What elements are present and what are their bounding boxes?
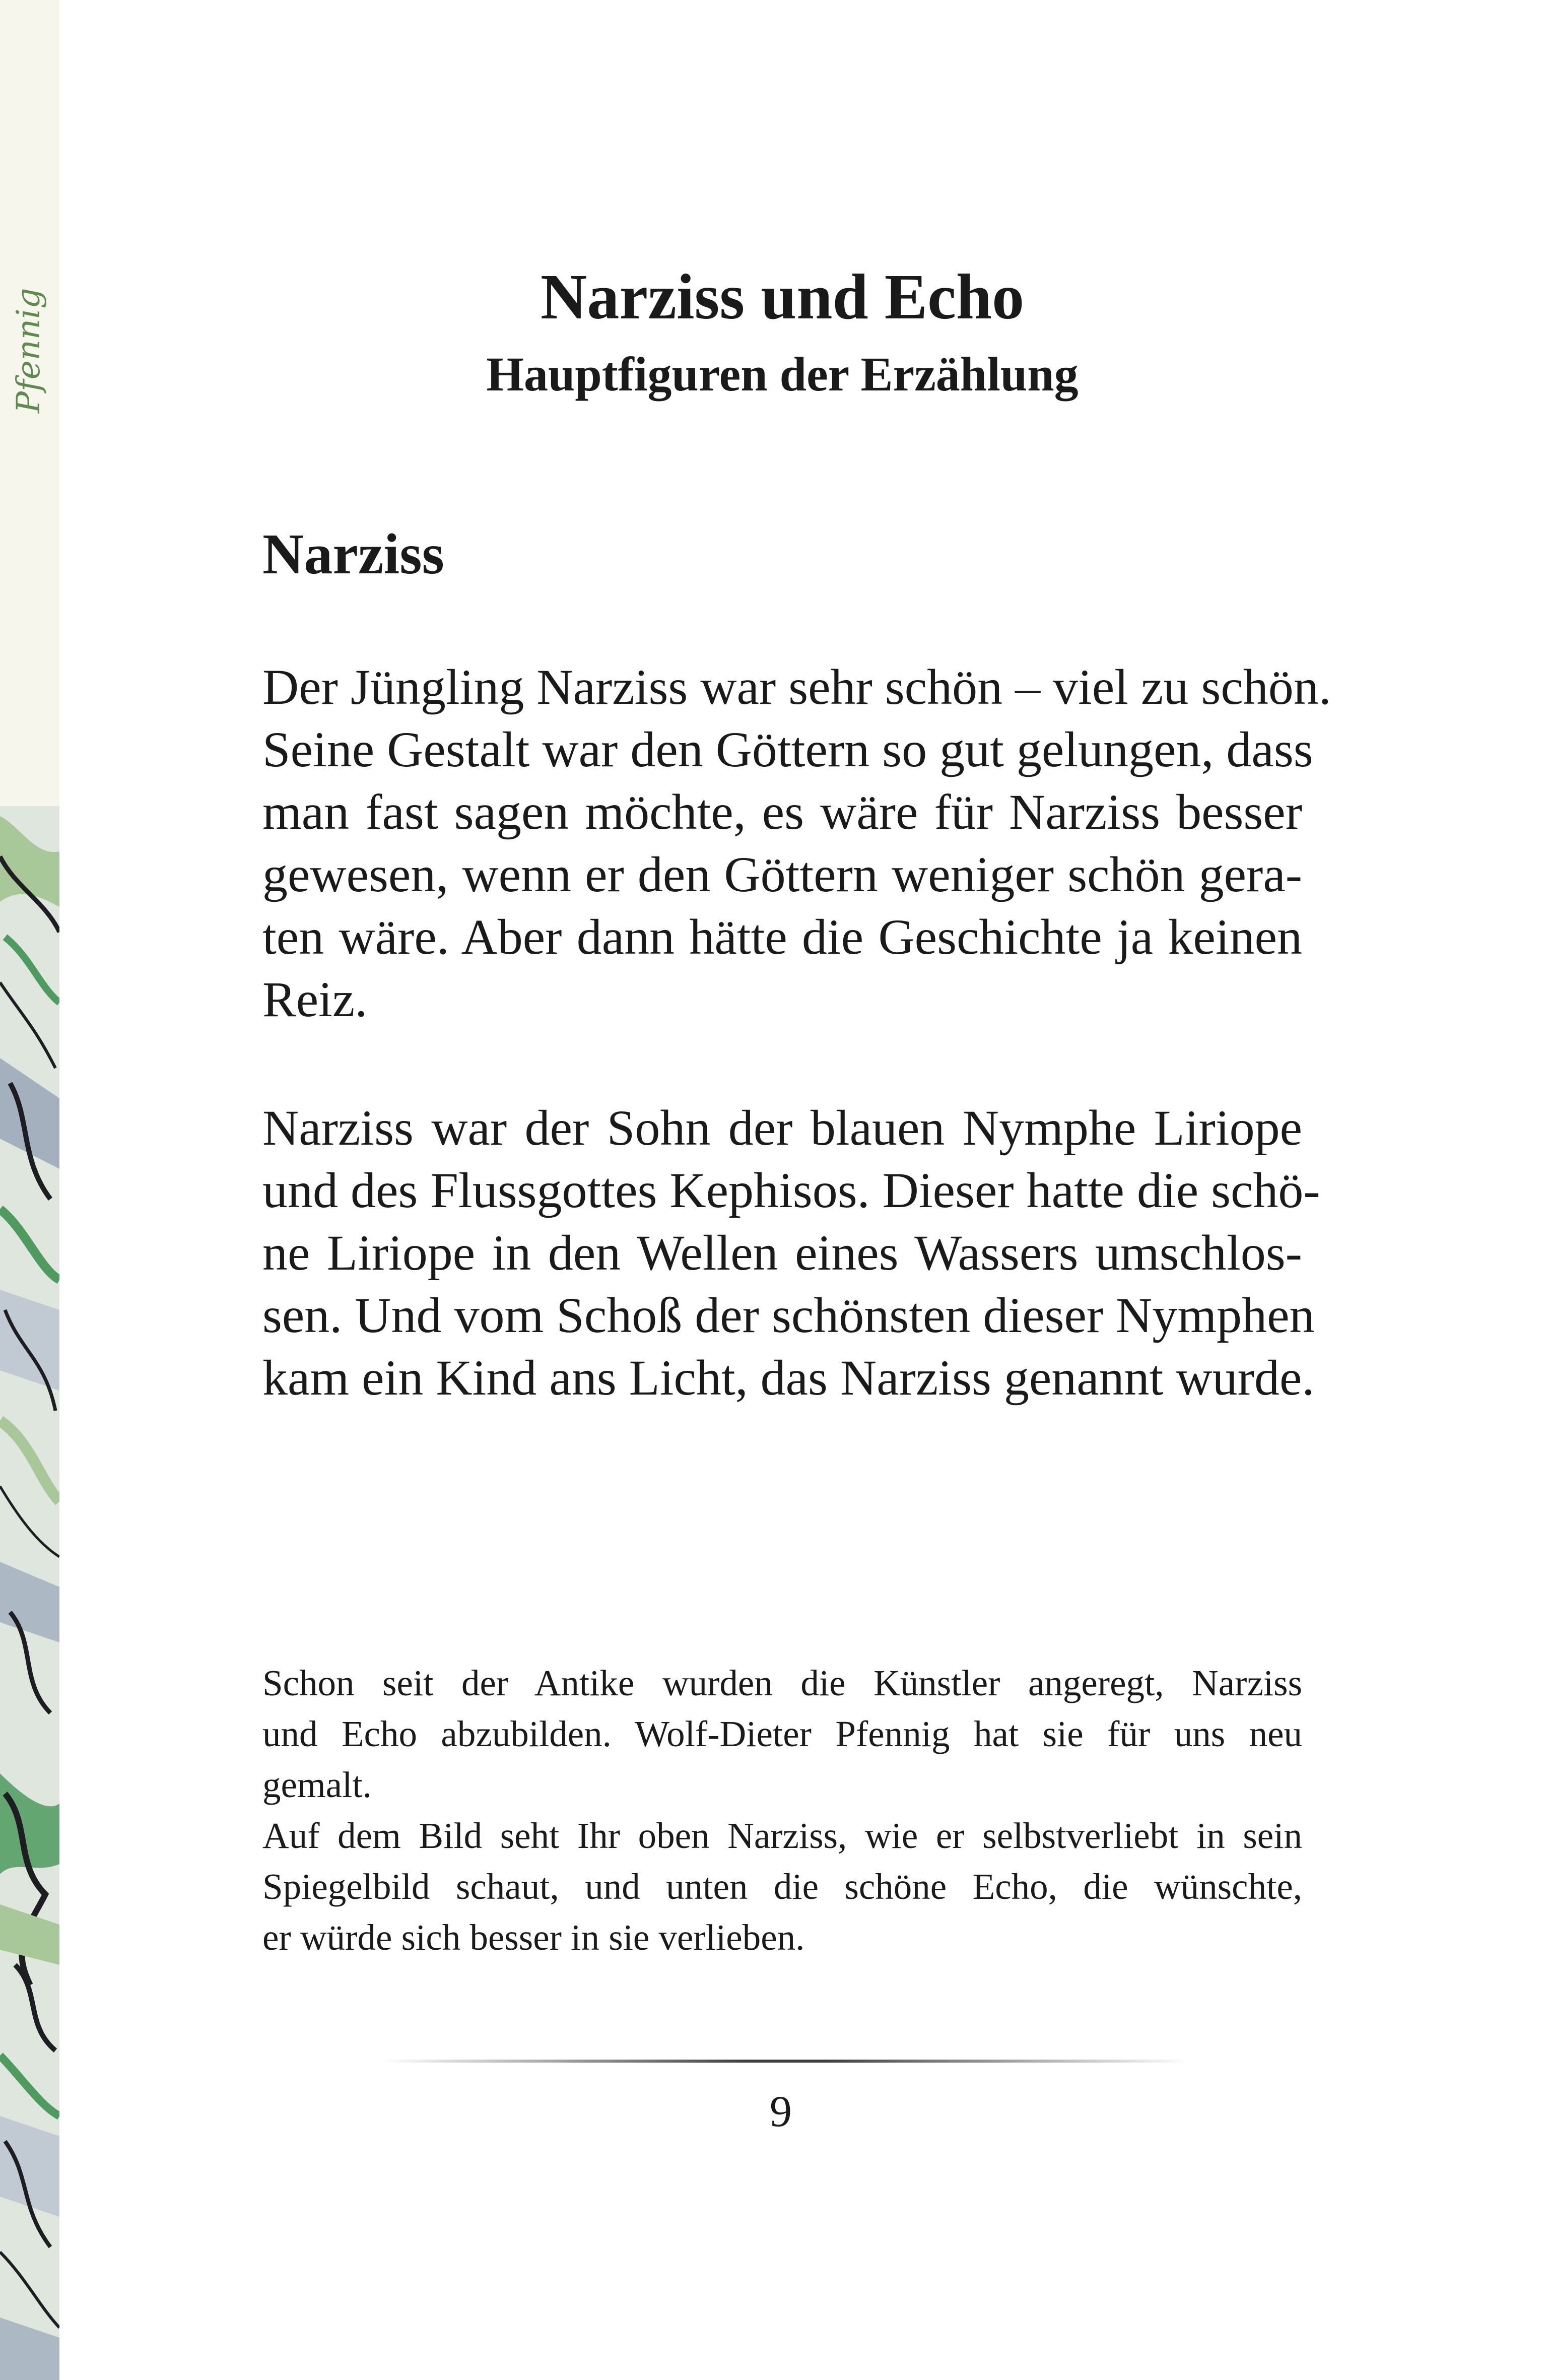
paragraph-line: sen. Und vom Schoß der schönsten dieser Nymphen <box>262 1287 1315 1343</box>
caption-line: und Echo abzubilden. Wolf-Dieter Pfennig hat sie für uns neu <box>262 1713 1302 1754</box>
svg-text:Pfennig: Pfennig <box>10 288 47 413</box>
caption-line: er würde sich besser in sie verlieben. <box>262 1917 805 1958</box>
footer-divider <box>383 2060 1189 2063</box>
caption-line: Schon seit der Antike wurden die Künstler angeregt, Narziss <box>262 1663 1302 1703</box>
page-subtitle: Hauptfiguren der Erzählung <box>486 347 1079 401</box>
page-number: 9 <box>770 2087 792 2136</box>
paragraph-line: ne Liriope in den Wellen eines Wassers umschlos- <box>262 1225 1302 1281</box>
page-title: Narziss und Echo <box>540 261 1025 333</box>
section-heading: Narziss <box>262 522 444 586</box>
paragraph-line: ten wäre. Aber dann hätte die Geschichte ja keinen <box>262 909 1302 965</box>
painting-artwork <box>0 0 59 2380</box>
paragraph-1 <box>262 656 1331 1031</box>
caption-line: Spiegelbild schaut, und unten die schöne Echo, die wünschte, <box>262 1866 1302 1907</box>
caption-line: Auf dem Bild seht Ihr oben Narziss, wie er selbstverliebt in sein <box>262 1815 1302 1856</box>
paragraph-line: Narziss war der Sohn der blauen Nymphe Liriope <box>262 1100 1302 1156</box>
painting-strip <box>0 0 59 2380</box>
paragraph-line: gewesen, wenn er den Göttern weniger schön gera- <box>262 846 1302 902</box>
image-caption <box>262 1658 1302 1963</box>
paragraph-line: Reiz. <box>262 971 368 1027</box>
paragraph-line: Seine Gestalt war den Göttern so gut gelungen, dass <box>262 721 1313 777</box>
paragraph-2 <box>262 1097 1320 1409</box>
painter-signature <box>10 288 47 414</box>
paragraph-line: kam ein Kind ans Licht, das Narziss genannt wurde. <box>262 1350 1315 1406</box>
caption-line: gemalt. <box>262 1764 372 1805</box>
paragraph-line: und des Flussgottes Kephisos. Dieser hatte die schö- <box>262 1162 1320 1218</box>
paragraph-line: Der Jüngling Narziss war sehr schön – viel zu schön. <box>262 659 1331 715</box>
paragraph-line: man fast sagen möchte, es wäre für Narziss besser <box>262 784 1302 840</box>
